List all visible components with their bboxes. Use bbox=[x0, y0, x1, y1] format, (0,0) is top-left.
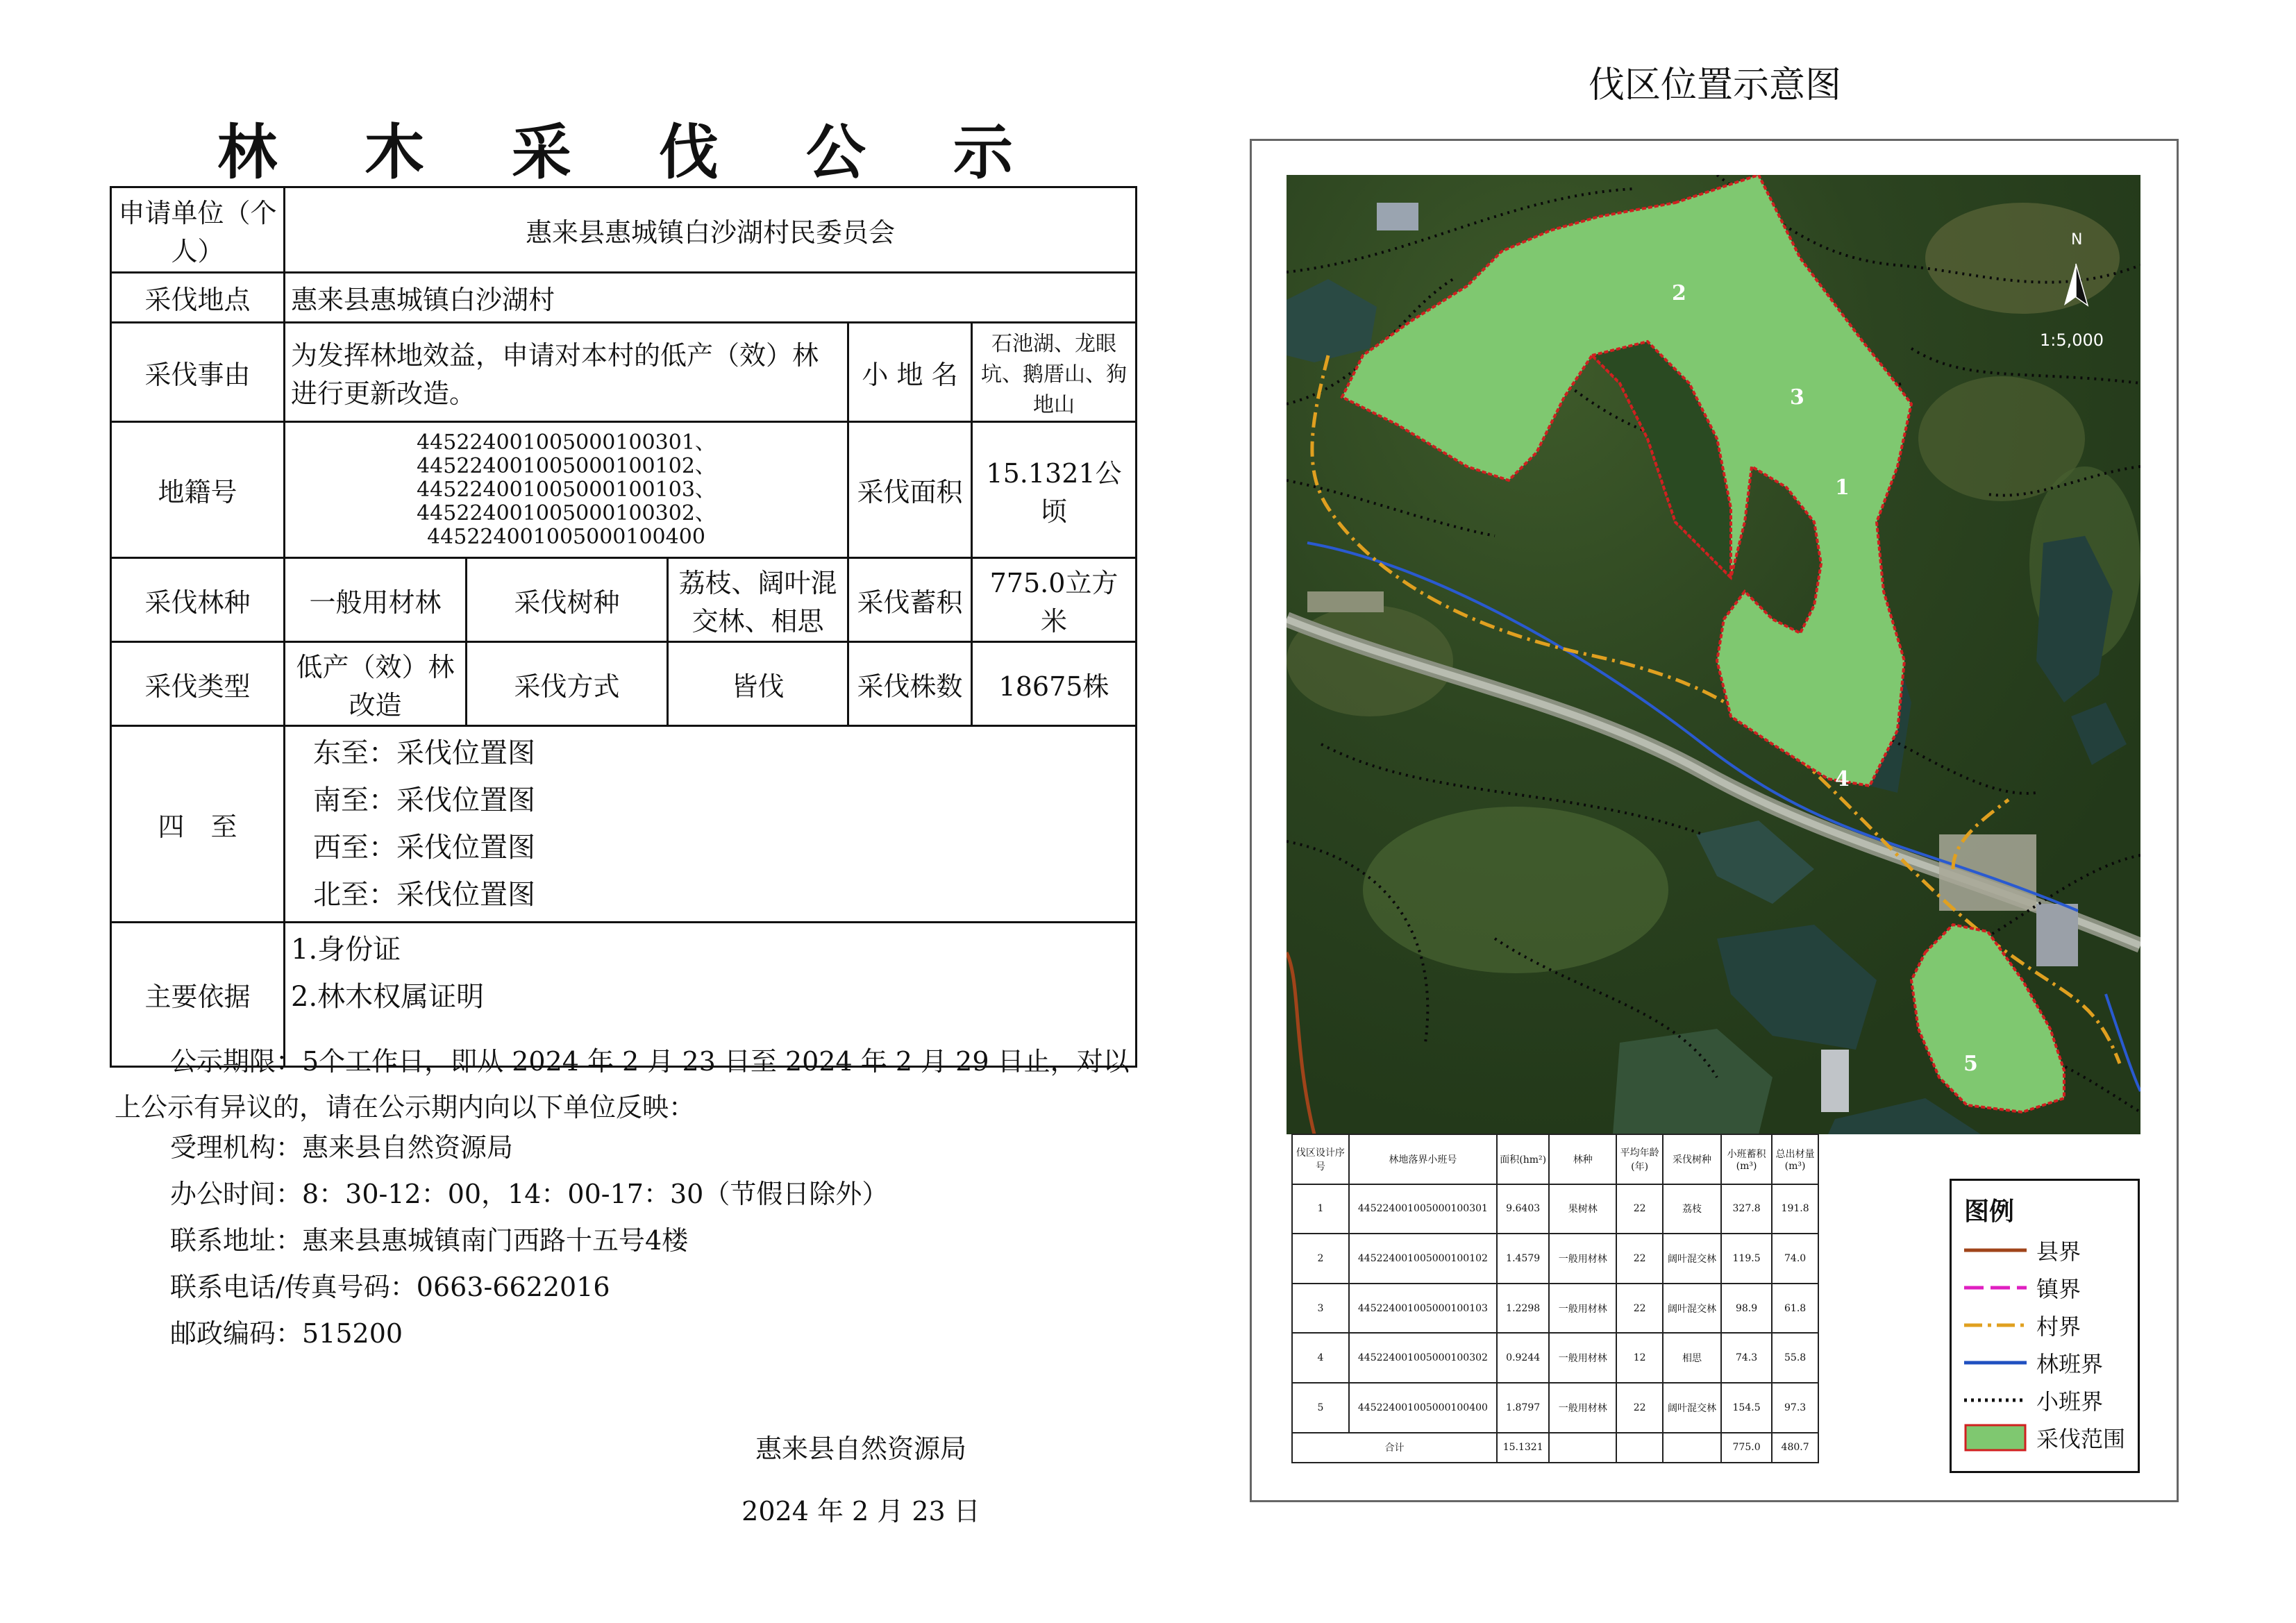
cut-type-label: 采伐类型 bbox=[111, 642, 285, 726]
table-row bbox=[1292, 1284, 1818, 1334]
town-line-icon bbox=[1964, 1281, 2027, 1295]
header-cell: 小班蓄积(m³) bbox=[1721, 1134, 1772, 1184]
legend-label: 小班界 bbox=[2036, 1388, 2104, 1415]
table-cell: 一般用材林 bbox=[1549, 1383, 1616, 1433]
forest-section-line-icon bbox=[1964, 1356, 2027, 1370]
table-cell: 荔枝 bbox=[1663, 1184, 1721, 1234]
table-cell: 果树林 bbox=[1549, 1184, 1616, 1234]
notice-period: 公示期限：5个工作日，即从 2024 年 2 月 23 日至 2024 年 2 月 29 日止，对以上公示有异议的，请在公示期内向以下单位反映： bbox=[115, 1046, 1130, 1122]
legend-label: 镇界 bbox=[2036, 1276, 2081, 1302]
table-cell: 15.1321 bbox=[1497, 1433, 1549, 1463]
count-value: 18675株 bbox=[972, 642, 1137, 726]
terrain-patch bbox=[1363, 807, 1668, 973]
table-cell: 合计 bbox=[1292, 1433, 1497, 1463]
header-cell: 面积(hm²) bbox=[1497, 1134, 1549, 1184]
boundary-cell bbox=[285, 726, 1137, 923]
table-cell bbox=[1663, 1433, 1721, 1463]
zone-label-5: 5 bbox=[1963, 1052, 1978, 1076]
legend-item-village bbox=[1952, 1306, 2138, 1344]
subcompartment-line-icon bbox=[1964, 1393, 2027, 1407]
zone-label-2: 2 bbox=[1672, 281, 1686, 305]
table-cell: 0.9244 bbox=[1497, 1333, 1549, 1383]
reason-value: 为发挥林地效益，申请对本村的低产（效）林进行更新改造。 bbox=[285, 323, 848, 422]
volume-label: 采伐蓄积 bbox=[848, 558, 972, 642]
place-value: 石池湖、龙眼坑、鹅厝山、狗地山 bbox=[972, 323, 1137, 422]
cut-type-value: 低产（效）林改造 bbox=[285, 642, 467, 726]
table-cell: 4 bbox=[1292, 1333, 1349, 1383]
building-block bbox=[1377, 203, 1418, 230]
table-cell: 22 bbox=[1616, 1184, 1663, 1234]
table-cell: 一般用材林 bbox=[1549, 1234, 1616, 1284]
table-cell: 1.4579 bbox=[1497, 1234, 1549, 1284]
table-cell: 22 bbox=[1616, 1383, 1663, 1433]
header-cell: 总出材量(m³) bbox=[1772, 1134, 1818, 1184]
header-cell: 林地落界小班号 bbox=[1349, 1134, 1497, 1184]
table-row bbox=[1292, 1234, 1818, 1284]
basis-item-1: 1.身份证 bbox=[291, 934, 401, 966]
basis-label: 主要依据 bbox=[111, 923, 285, 1067]
reason-label: 采伐事由 bbox=[111, 323, 285, 422]
table-cell: 1 bbox=[1292, 1184, 1349, 1234]
satellite-map bbox=[1287, 175, 2140, 1134]
cadastral-value: 445224001005000100301、445224001005000100102、445224001005000100103、445224001005000100302、445224001005000100400 bbox=[285, 422, 848, 558]
table-cell: 98.9 bbox=[1721, 1284, 1772, 1334]
notice-signer: 惠来县自然资源局 bbox=[755, 1433, 966, 1464]
place-label: 小 地 名 bbox=[848, 323, 972, 422]
zone-label-3: 3 bbox=[1790, 385, 1804, 410]
zone-label-4: 4 bbox=[1835, 767, 1850, 791]
header-cell: 平均年龄(年) bbox=[1616, 1134, 1663, 1184]
method-label: 采伐方式 bbox=[467, 642, 668, 726]
location-label: 采伐地点 bbox=[111, 273, 285, 323]
zone-table-header bbox=[1292, 1134, 1818, 1184]
table-cell: 55.8 bbox=[1772, 1333, 1818, 1383]
table-cell: 154.5 bbox=[1721, 1383, 1772, 1433]
village-line-icon bbox=[1964, 1318, 2027, 1332]
building-block bbox=[1939, 834, 2036, 911]
boundary-east: 东至：采伐位置图 bbox=[313, 737, 535, 769]
forest-type-label: 采伐林种 bbox=[111, 558, 285, 642]
table-cell bbox=[1549, 1433, 1616, 1463]
notice-address: 联系地址：惠来县惠城镇南门西路十五号4楼 bbox=[170, 1225, 689, 1256]
notice-agency: 受理机构：惠来县自然资源局 bbox=[170, 1132, 514, 1163]
table-cell: 一般用材林 bbox=[1549, 1284, 1616, 1334]
basis-item-2: 2.林木权属证明 bbox=[291, 981, 485, 1013]
legend-label: 林班界 bbox=[2036, 1351, 2104, 1377]
table-cell: 5 bbox=[1292, 1383, 1349, 1433]
applicant-value: 惠来县惠城镇白沙湖村民委员会 bbox=[285, 187, 1137, 273]
table-cell: 相思 bbox=[1663, 1333, 1721, 1383]
building-block bbox=[1307, 591, 1384, 612]
table-cell: 191.8 bbox=[1772, 1184, 1818, 1234]
legend-label: 县界 bbox=[2036, 1238, 2081, 1265]
table-cell bbox=[1616, 1433, 1663, 1463]
table-cell: 1.8797 bbox=[1497, 1383, 1549, 1433]
table-cell: 97.3 bbox=[1772, 1383, 1818, 1433]
legend-item-county bbox=[1952, 1231, 2138, 1269]
table-cell: 445224001005000100301 bbox=[1349, 1184, 1497, 1234]
location-value: 惠来县惠城镇白沙湖村 bbox=[285, 273, 1137, 323]
table-cell: 22 bbox=[1616, 1234, 1663, 1284]
method-value: 皆伐 bbox=[668, 642, 848, 726]
table-total-row bbox=[1292, 1433, 1818, 1463]
table-cell: 12 bbox=[1616, 1333, 1663, 1383]
boundary-south: 南至：采伐位置图 bbox=[313, 784, 535, 816]
map-scale: 1:5,000 bbox=[2040, 330, 2104, 350]
table-cell: 327.8 bbox=[1721, 1184, 1772, 1234]
header-cell: 采伐树种 bbox=[1663, 1134, 1721, 1184]
table-cell: 一般用材林 bbox=[1549, 1333, 1616, 1383]
area-label: 采伐面积 bbox=[848, 422, 972, 558]
cadastral-label: 地籍号 bbox=[111, 422, 285, 558]
table-row bbox=[1292, 1333, 1818, 1383]
table-cell: 3 bbox=[1292, 1284, 1349, 1334]
table-cell: 775.0 bbox=[1721, 1433, 1772, 1463]
county-line-icon bbox=[1964, 1243, 2027, 1257]
table-cell: 445224001005000100102 bbox=[1349, 1234, 1497, 1284]
building-block bbox=[1821, 1050, 1849, 1112]
header-cell: 林种 bbox=[1549, 1134, 1616, 1184]
boundary-north: 北至：采伐位置图 bbox=[313, 879, 535, 911]
notice-hours: 办公时间：8：30-12：00，14：00-17：30（节假日除外） bbox=[170, 1179, 889, 1209]
table-cell: 61.8 bbox=[1772, 1284, 1818, 1334]
north-label: N bbox=[2071, 231, 2083, 249]
table-cell: 445224001005000100302 bbox=[1349, 1333, 1497, 1383]
applicant-label: 申请单位（个人） bbox=[111, 187, 285, 273]
building-block bbox=[2036, 904, 2078, 966]
zone-attribute-table bbox=[1291, 1134, 1819, 1463]
legend-item-subcompartment bbox=[1952, 1381, 2138, 1419]
table-cell: 445224001005000100400 bbox=[1349, 1383, 1497, 1433]
zone-label-1: 1 bbox=[1835, 476, 1850, 500]
notice-postcode: 邮政编码：515200 bbox=[170, 1318, 403, 1349]
volume-value: 775.0立方米 bbox=[972, 558, 1137, 642]
table-cell: 74.3 bbox=[1721, 1333, 1772, 1383]
boundary-label: 四 至 bbox=[111, 726, 285, 923]
boundary-west: 西至：采伐位置图 bbox=[313, 832, 535, 864]
table-cell: 阔叶混交林 bbox=[1663, 1284, 1721, 1334]
legend-item-felling-area bbox=[1952, 1419, 2138, 1456]
notice-date: 2024 年 2 月 23 日 bbox=[741, 1496, 980, 1527]
legend-label: 采伐范围 bbox=[2036, 1426, 2126, 1452]
count-label: 采伐株数 bbox=[848, 642, 972, 726]
species-label: 采伐树种 bbox=[467, 558, 668, 642]
felling-area-box-icon bbox=[1964, 1424, 2027, 1452]
table-cell: 2 bbox=[1292, 1234, 1349, 1284]
area-value: 15.1321公顷 bbox=[972, 422, 1137, 558]
table-cell: 445224001005000100103 bbox=[1349, 1284, 1497, 1334]
legend-title: 图例 bbox=[1964, 1197, 2015, 1226]
table-cell: 119.5 bbox=[1721, 1234, 1772, 1284]
legend-item-town bbox=[1952, 1269, 2138, 1306]
legend-label: 村界 bbox=[2036, 1313, 2081, 1340]
map-legend bbox=[1950, 1179, 2140, 1473]
terrain-patch bbox=[1925, 203, 2120, 314]
forest-type-value: 一般用材林 bbox=[285, 558, 467, 642]
notice-phone: 联系电话/传真号码：0663-6622016 bbox=[170, 1272, 610, 1302]
table-cell: 阔叶混交林 bbox=[1663, 1383, 1721, 1433]
table-cell: 1.2298 bbox=[1497, 1284, 1549, 1334]
table-cell: 22 bbox=[1616, 1284, 1663, 1334]
map-title: 伐区位置示意图 bbox=[1588, 65, 1841, 106]
felling-info-table bbox=[110, 186, 1137, 1068]
table-row bbox=[1292, 1383, 1818, 1433]
table-cell: 480.7 bbox=[1772, 1433, 1818, 1463]
species-value: 荔枝、阔叶混交林、相思 bbox=[668, 558, 848, 642]
header-cell: 伐区设计序号 bbox=[1292, 1134, 1349, 1184]
page-title: 林 木 采 伐 公 示 bbox=[217, 117, 1046, 187]
table-cell: 阔叶混交林 bbox=[1663, 1234, 1721, 1284]
table-row bbox=[1292, 1184, 1818, 1234]
legend-item-forest-section bbox=[1952, 1344, 2138, 1381]
table-cell: 74.0 bbox=[1772, 1234, 1818, 1284]
table-cell: 9.6403 bbox=[1497, 1184, 1549, 1234]
